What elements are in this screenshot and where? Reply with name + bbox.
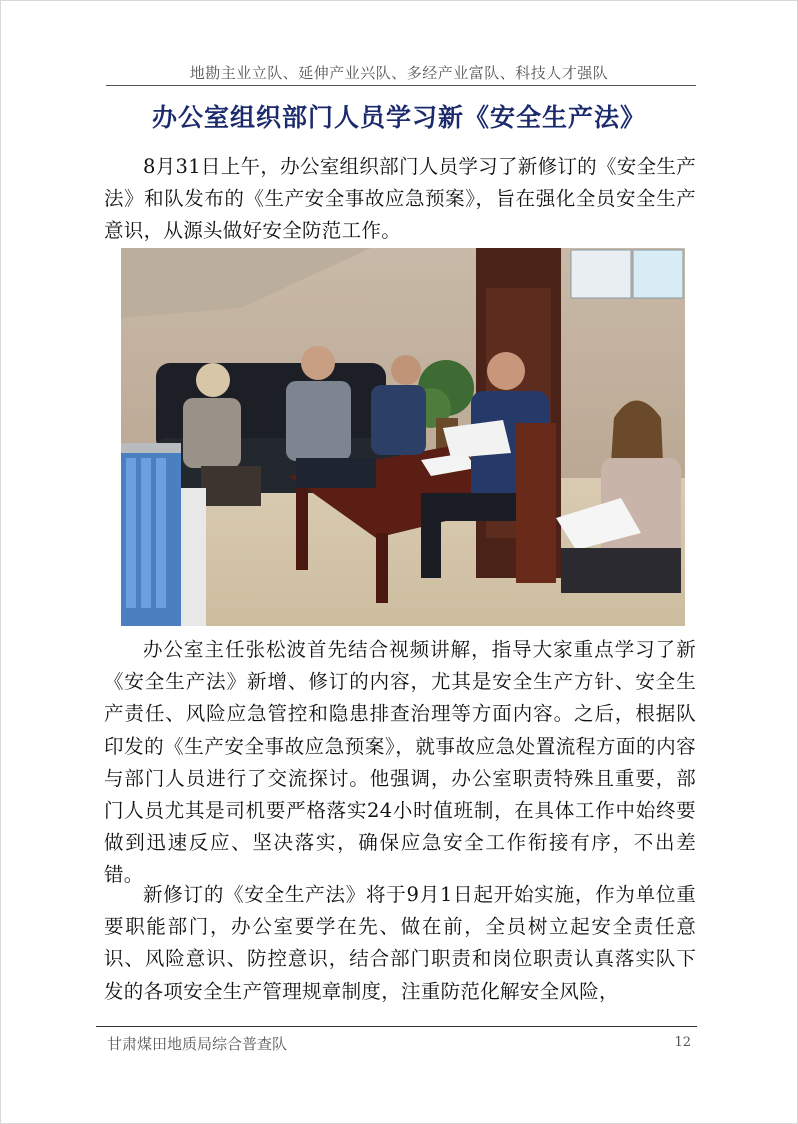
footer-divider — [96, 1026, 697, 1027]
meeting-photo — [121, 248, 685, 626]
header-divider — [106, 85, 696, 86]
page-number: 12 — [674, 1035, 691, 1050]
article-paragraph-3: 新修订的《安全生产法》将于9月1日起开始实施，作为单位重要职能部门，办公室要学在先、做在前，全员树立起安全责任意识、风险意识、防控意识，结合部门职责和岗位职责认真落实队下发的各项安全生产管理规章制度，注重防范化解安全风险， — [104, 883, 696, 1003]
header-slogan: 地勘主业立队、延伸产业兴队、多经产业富队、科技人才强队 — [189, 64, 609, 82]
article-title: 办公室组织部门人员学习新《安全生产法》 — [151, 103, 646, 132]
article-paragraph-1: 8月31日上午，办公室组织部门人员学习了新修订的《安全生产法》和队发布的《生产安全事故应急预案》，旨在强化全员安全生产意识，从源头做好安全防范工作。 — [104, 155, 696, 243]
article-paragraph-2: 办公室主任张松波首先结合视频讲解，指导大家重点学习了新《安全生产法》新增、修订的内容，尤其是安全生产方针、安全生产责任、风险应急管控和隐患排查治理等方面内容。之后，根据队印发的《生产安全事故应急预案》，就事故应急处置流程方面的内容与部门人员进行了交流探讨。他强调，办公室职责特殊且重要，部门人员尤其是司机要严格落实24小时值班制，在具体工作中始终要做到迅速反应、坚决落实，确保应急安全工作衔接有序，不出差错。 — [104, 638, 696, 887]
footer-organization: 甘肃煤田地质局综合普查队 — [107, 1035, 288, 1053]
